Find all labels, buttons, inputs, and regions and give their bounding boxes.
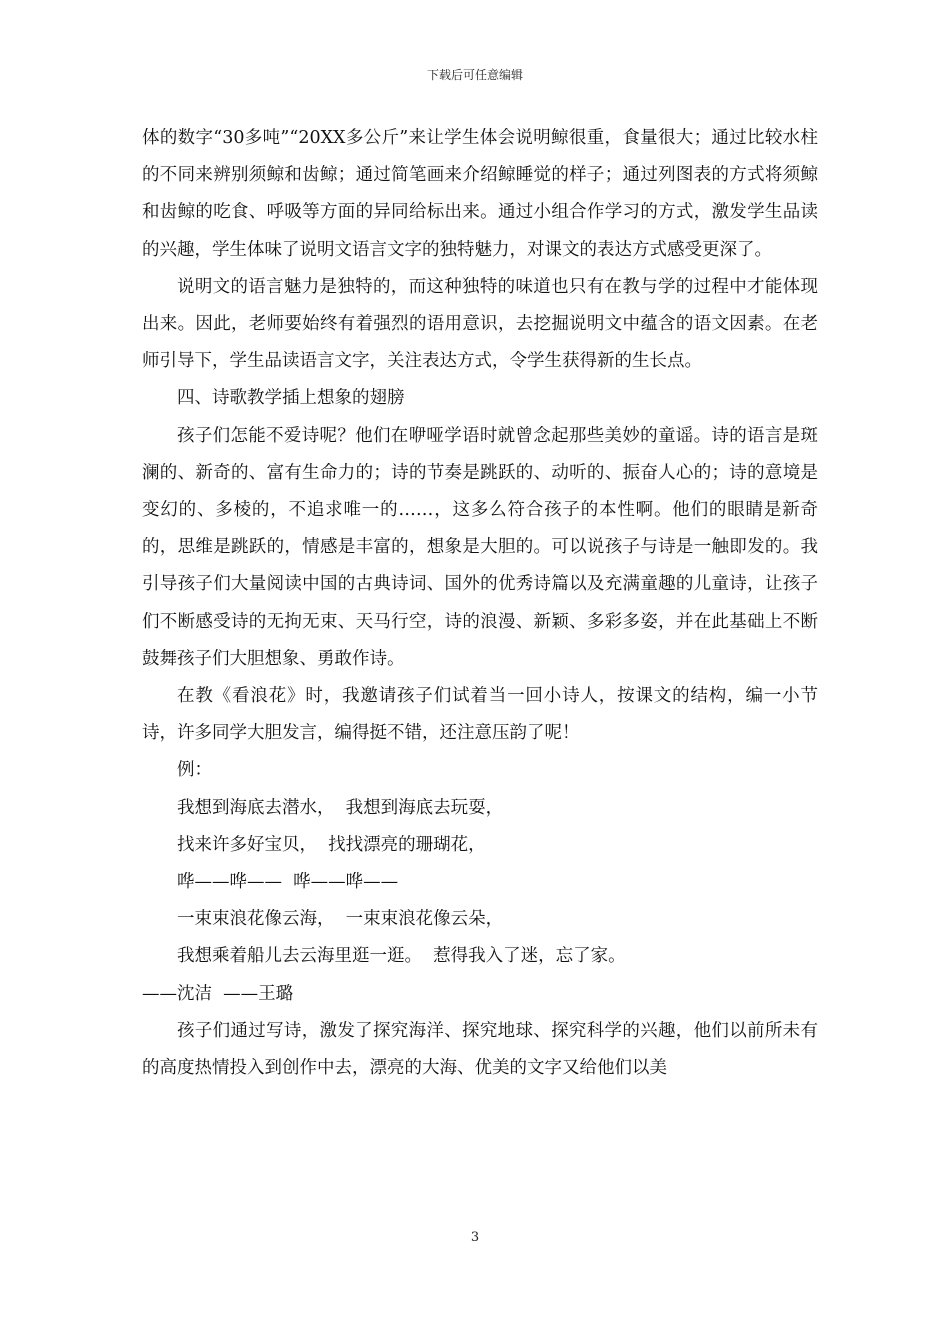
poem-block <box>142 790 818 976</box>
poem-line-2: 找来许多好宝贝， 找找漂亮的珊瑚花， <box>177 834 486 855</box>
page-number: 3 <box>470 1230 480 1245</box>
section-heading: 四、诗歌教学插上想象的翅膀 <box>177 388 405 409</box>
poem-line-5: 我想乘着船儿去云海里逛一逛。 惹得我入了迷，忘了家。 <box>177 946 626 967</box>
paragraph-1: 体的数字“30多吨”“20XX多公斤”来让学生体会说明鲸很重，食量很大；通过比较水柱的不同来辨别须鲸和齿鲸；通过简笔画来介绍鲸睡觉的样子；通过列图表的方式将须鲸和齿鲸的吃食、呼吸等方面的异同给标出来。通过小组合作学习的方式，激发学生品读的兴趣，学生体味了说明文语言文字的独特魅力，对课文的表达方式感受更深了。 <box>142 128 818 260</box>
poem-line-1: 我想到海底去潜水， 我想到海底去玩耍， <box>177 797 504 818</box>
document-body <box>142 120 818 1087</box>
paragraph-2: 说明文的语言魅力是独特的，而这种独特的味道也只有在教与学的过程中才能体现出来。因此，老师要始终有着强烈的语用意识，去挖掘说明文中蕴含的语文因素。在老师引导下，学生品读语言文字，关注表达方式，令学生获得新的生长点。 <box>142 276 818 372</box>
paragraph-3: 孩子们怎能不爱诗呢？他们在咿哑学语时就曾念起那些美妙的童谣。诗的语言是斑澜的、新奇的、富有生命力的；诗的节奏是跳跃的、动听的、振奋人心的；诗的意境是变幻的、多棱的，不追求唯一的……，这多么符合孩子的本性啊。他们的眼睛是新奇的，思维是跳跃的，情感是丰富的，想象是大胆的。可以说孩子与诗是一触即发的。我引导孩子们大量阅读中国的古典诗词、国外的优秀诗篇以及充满童趣的儿童诗，让孩子们不断感受诗的无拘无束、天马行空，诗的浪漫、新颖、多彩多姿，并在此基础上不断鼓舞孩子们大胆想象、勇敢作诗。 <box>142 425 818 669</box>
poem-authors: ——沈洁 ——王璐 <box>142 983 294 1004</box>
page-header: 下载后可任意编辑 <box>426 68 523 82</box>
example-label: 例： <box>177 760 212 781</box>
poem-line-3: 哗——哗—— 哗——哗—— <box>177 872 399 893</box>
paragraph-5: 孩子们通过写诗，激发了探究海洋、探究地球、探究科学的兴趣，他们以前所未有的高度热情投入到创作中去，漂亮的大海、优美的文字又给他们以美 <box>142 1020 818 1079</box>
paragraph-4: 在教《看浪花》时，我邀请孩子们试着当一回小诗人，按课文的结构，编一小节诗，许多同学大胆发言，编得挺不错，还注意压韵了呢！ <box>142 686 818 744</box>
poem-line-4: 一束束浪花像云海， 一束束浪花像云朵， <box>177 909 504 930</box>
